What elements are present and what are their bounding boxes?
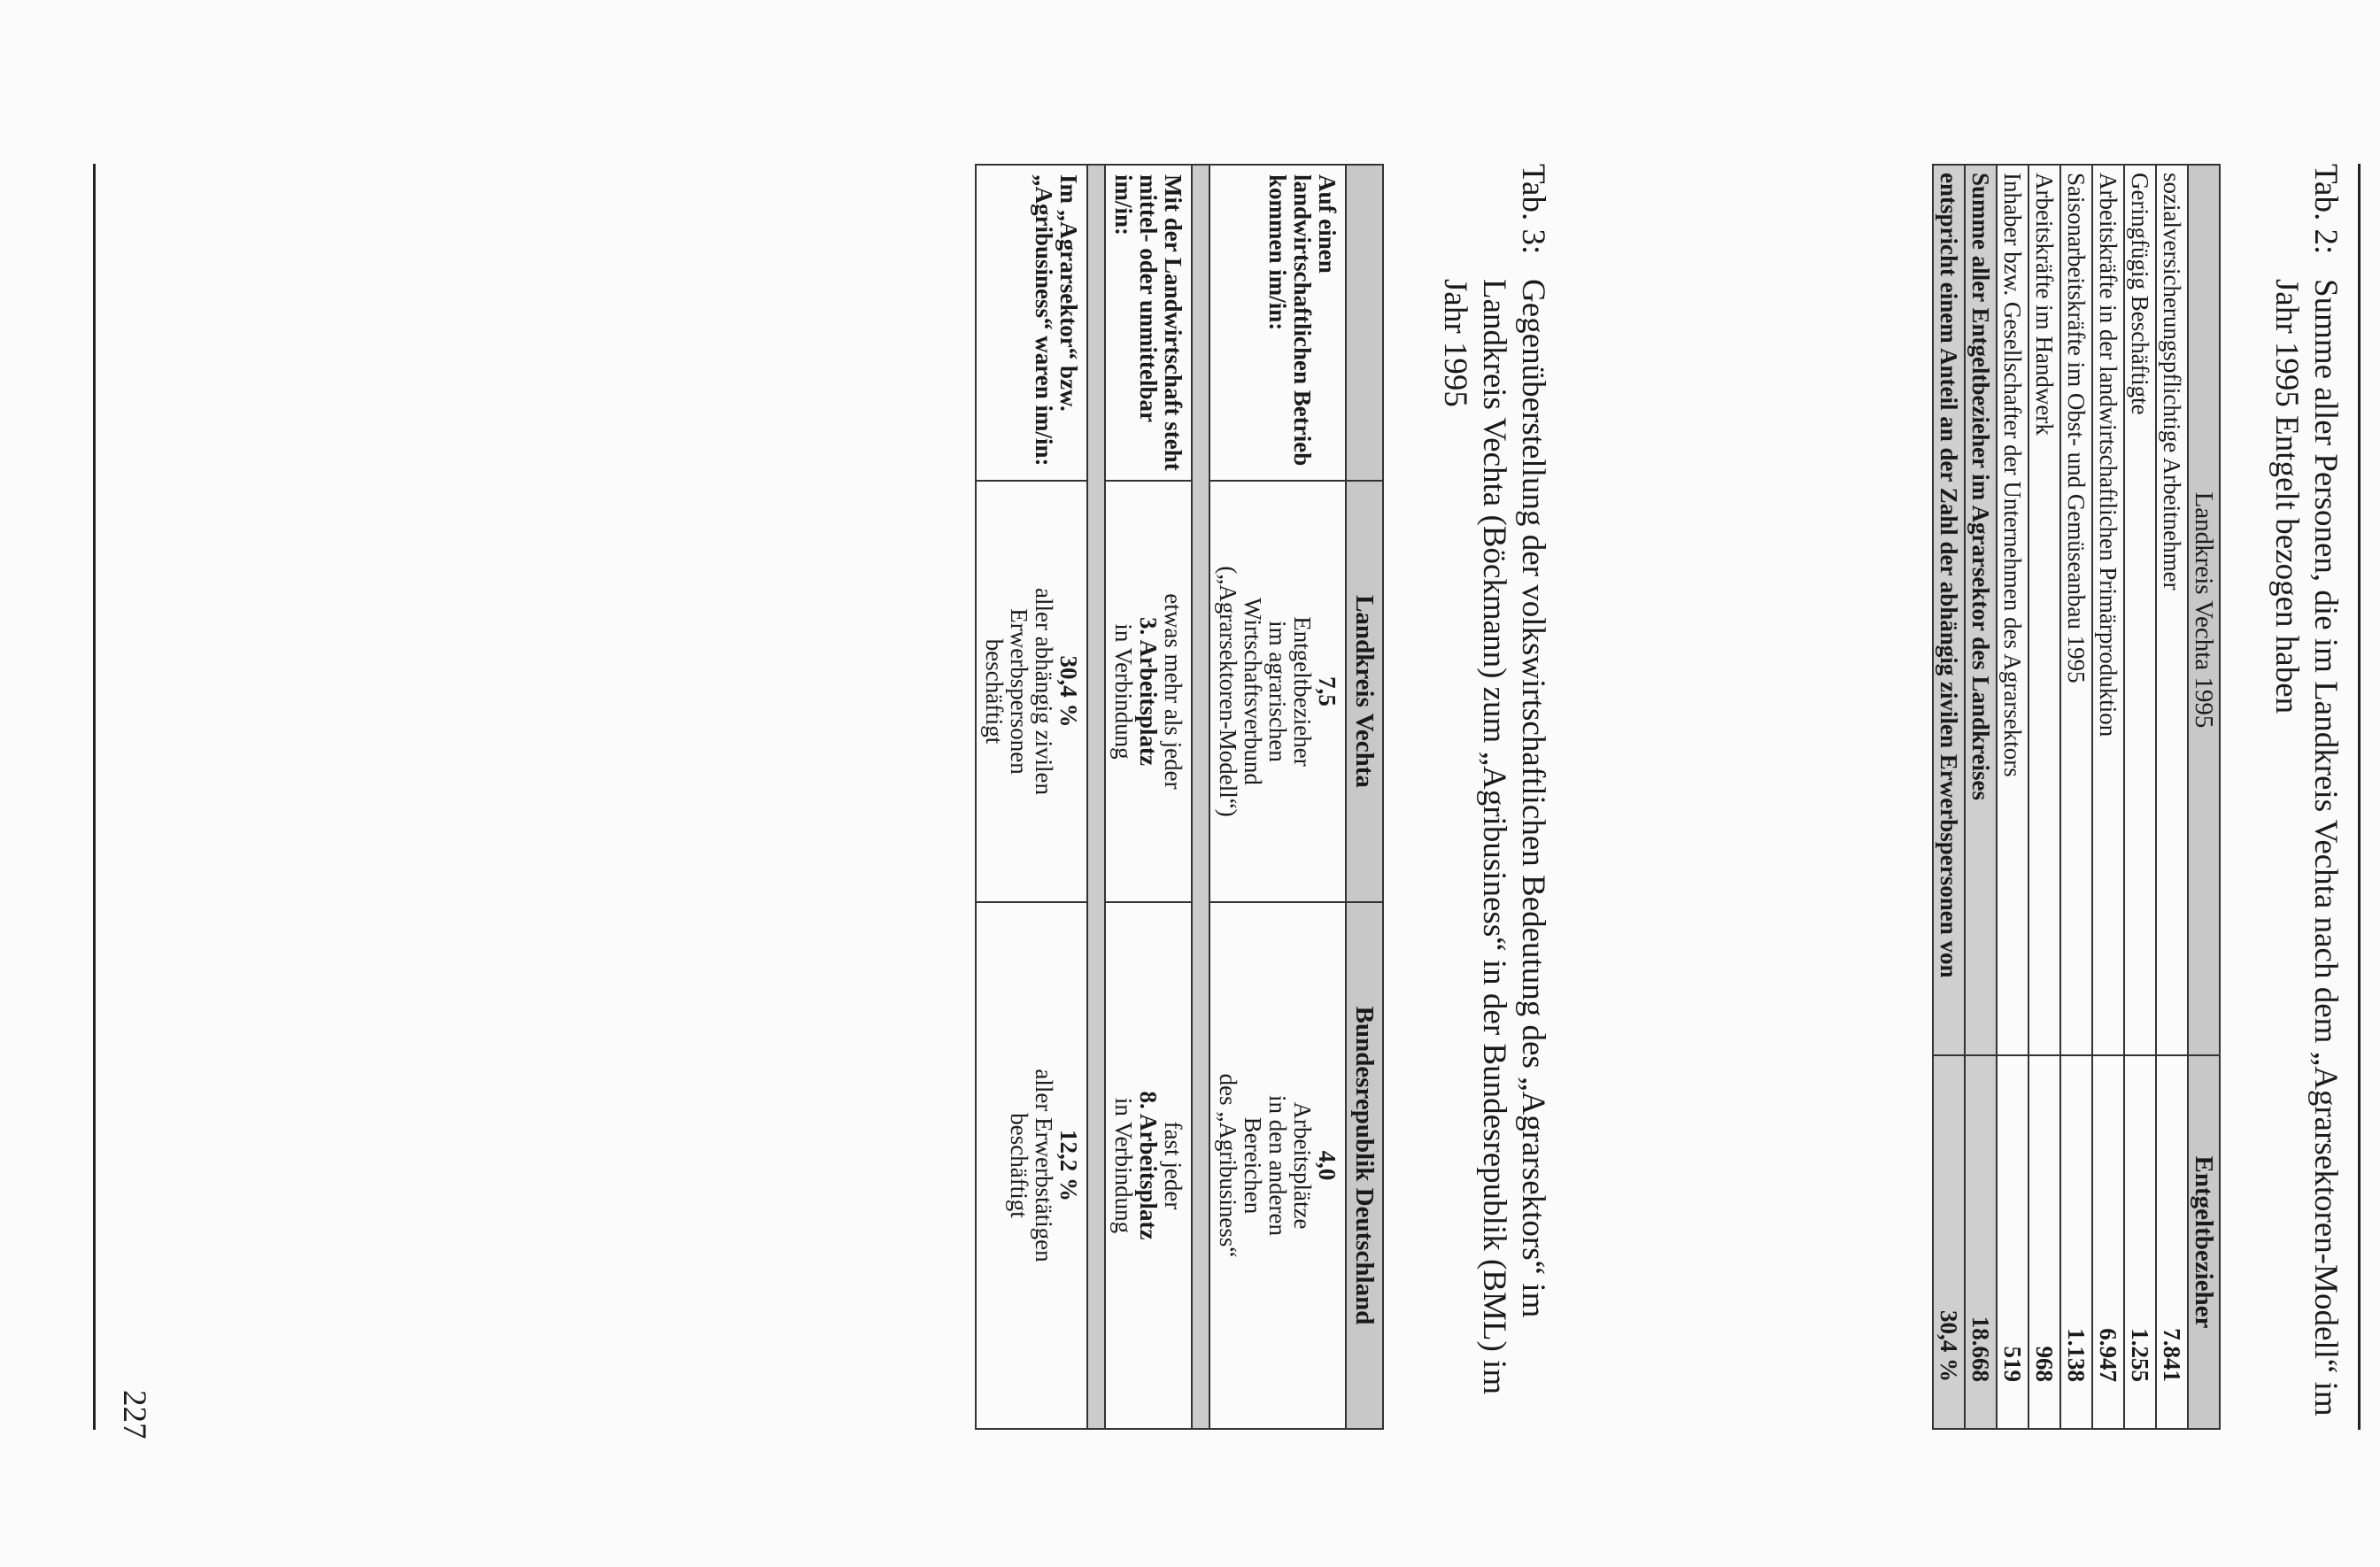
cell-line: in Verbindung: [1110, 1097, 1137, 1234]
table-row: [2060, 165, 2092, 1429]
cell-line: aller abhängig zivilen: [1031, 588, 1057, 795]
cell-line: Erwerbspersonen: [1006, 608, 1032, 775]
table-row: [2092, 165, 2124, 1429]
row-label: Arbeitskräfte im Handwerk: [2028, 165, 2060, 1055]
cell-value: 3. Arbeitsplatz: [1135, 617, 1162, 766]
cell-line: im agrarischen: [1264, 621, 1291, 762]
row-value: 6.947: [2092, 1055, 2124, 1429]
cell-value: 30,4 %: [1055, 655, 1082, 728]
cell-value: 4,0: [1314, 1150, 1341, 1181]
sum-value: 18.668: [1965, 1055, 1997, 1429]
row-label: Auf einen landwirtschaftlichen Betrieb kommen im/in:: [1209, 165, 1346, 481]
cell-line: Entgeltbezieher: [1289, 616, 1316, 767]
row-label: Im „Agrarsektor“ bzw. „Agribusiness“ waren im/in:: [976, 165, 1087, 481]
cell-value: 8. Arbeitsplatz: [1135, 1091, 1162, 1240]
cell-line: des „Agribusiness“: [1215, 1073, 1241, 1258]
table2-caption: [2267, 164, 2345, 1430]
row-label: sozialversicherungspflichtige Arbeitnehmer: [2156, 165, 2188, 1055]
row-label: Mit der Landwirtschaft steht mittel- oder unmittelbar im/in:: [1105, 165, 1192, 481]
row-value: 7.841: [2156, 1055, 2188, 1429]
vechta-cell: [1209, 481, 1346, 902]
table3-header-row: [1346, 165, 1383, 1429]
bottom-rule: [93, 164, 96, 1430]
table-row: [2156, 165, 2188, 1429]
cell-line: in den anderen: [1264, 1095, 1291, 1236]
brd-cell: [1209, 902, 1346, 1429]
row-separator: [1192, 165, 1209, 1429]
page-number: 227: [116, 1390, 152, 1440]
table2-header-col2: Entgeltbezieher: [2188, 1055, 2220, 1429]
vechta-cell: [1105, 481, 1192, 902]
table-row: [1997, 165, 2028, 1429]
brd-cell: [976, 902, 1087, 1429]
row-value: 1.255: [2124, 1055, 2156, 1429]
row-label: Inhaber bzw. Gesellschafter der Unternehmen des Agrarsektors: [1997, 165, 2028, 1055]
table-row: [2028, 165, 2060, 1429]
table2-share-row: [1933, 165, 1965, 1429]
cell-line: („Agrarsektoren-Modell“): [1215, 566, 1241, 817]
table2-sum-row: [1965, 165, 1997, 1429]
cell-line: etwas mehr als jeder: [1160, 593, 1186, 790]
share-label: entspricht einem Anteil an der Zahl der abhängig zivilen Erwerbspersonen von: [1933, 165, 1965, 1055]
top-rule: [2358, 164, 2361, 1430]
cell-line: in Verbindung: [1110, 623, 1137, 760]
row-separator: [1087, 165, 1105, 1429]
table2-caption-text: Summe aller Personen, die im Landkreis Vechta nach dem „Agrarsektoren-Modell“ im Jahr 1995 Entgelt bezogen haben: [2268, 279, 2344, 1416]
share-value: 30,4 %: [1933, 1055, 1965, 1429]
cell-line: fast jeder: [1160, 1121, 1186, 1210]
table-row: [1105, 165, 1192, 1429]
row-label: Geringfügig Beschäftigte: [2124, 165, 2156, 1055]
table2-header-row: [2188, 165, 2220, 1429]
vechta-cell: [976, 481, 1087, 902]
cell-line: beschäftigt: [1006, 1113, 1032, 1218]
cell-line: beschäftigt: [981, 638, 1008, 745]
table3-header-col1: [1346, 165, 1383, 481]
table3-header-col2: Landkreis Vechta: [1346, 481, 1383, 902]
cell-value: 12,2 %: [1055, 1130, 1082, 1201]
cell-value: 7,5: [1314, 676, 1341, 706]
cell-line: aller Erwerbstätigen: [1031, 1069, 1057, 1262]
table3-caption-text: Gegenüberstellung der volkswirtschaftlichen Bedeutung des „Agrarsektors“ im Landkreis Vechta (Böckmann) zum „Agribusiness“ in der Bundesrepublik (BML) im Jahr 1995: [1437, 279, 1551, 1395]
cell-line: Bereichen: [1240, 1116, 1266, 1215]
row-value: 519: [1997, 1055, 2028, 1429]
row-value: 1.138: [2060, 1055, 2092, 1429]
cell-line: Wirtschaftsverbund: [1240, 598, 1266, 785]
cell-line: Arbeitsplätze: [1289, 1101, 1316, 1230]
table-row: [976, 165, 1087, 1429]
table3-caption: [1435, 164, 1552, 1430]
table-row: [2124, 165, 2156, 1429]
row-label: Saisonarbeitskräfte im Obst- und Gemüseanbau 1995: [2060, 165, 2092, 1055]
table2: [1932, 164, 2221, 1430]
table3-header-col3: Bundesrepublik Deutschland: [1346, 902, 1383, 1429]
table3-label: Tab. 3:: [1515, 164, 1551, 255]
brd-cell: [1105, 902, 1192, 1429]
table2-label: Tab. 2:: [2307, 164, 2344, 255]
row-value: 968: [2028, 1055, 2060, 1429]
row-label: Arbeitskräfte in der landwirtschaftlichen Primärproduktion: [2092, 165, 2124, 1055]
table2-header-col1: Landkreis Vechta 1995: [2188, 165, 2220, 1055]
table-row: [1209, 165, 1346, 1429]
table3: [975, 164, 1384, 1430]
sum-label: Summe aller Entgeltbezieher im Agrarsektor des Landkreises: [1965, 165, 1997, 1055]
